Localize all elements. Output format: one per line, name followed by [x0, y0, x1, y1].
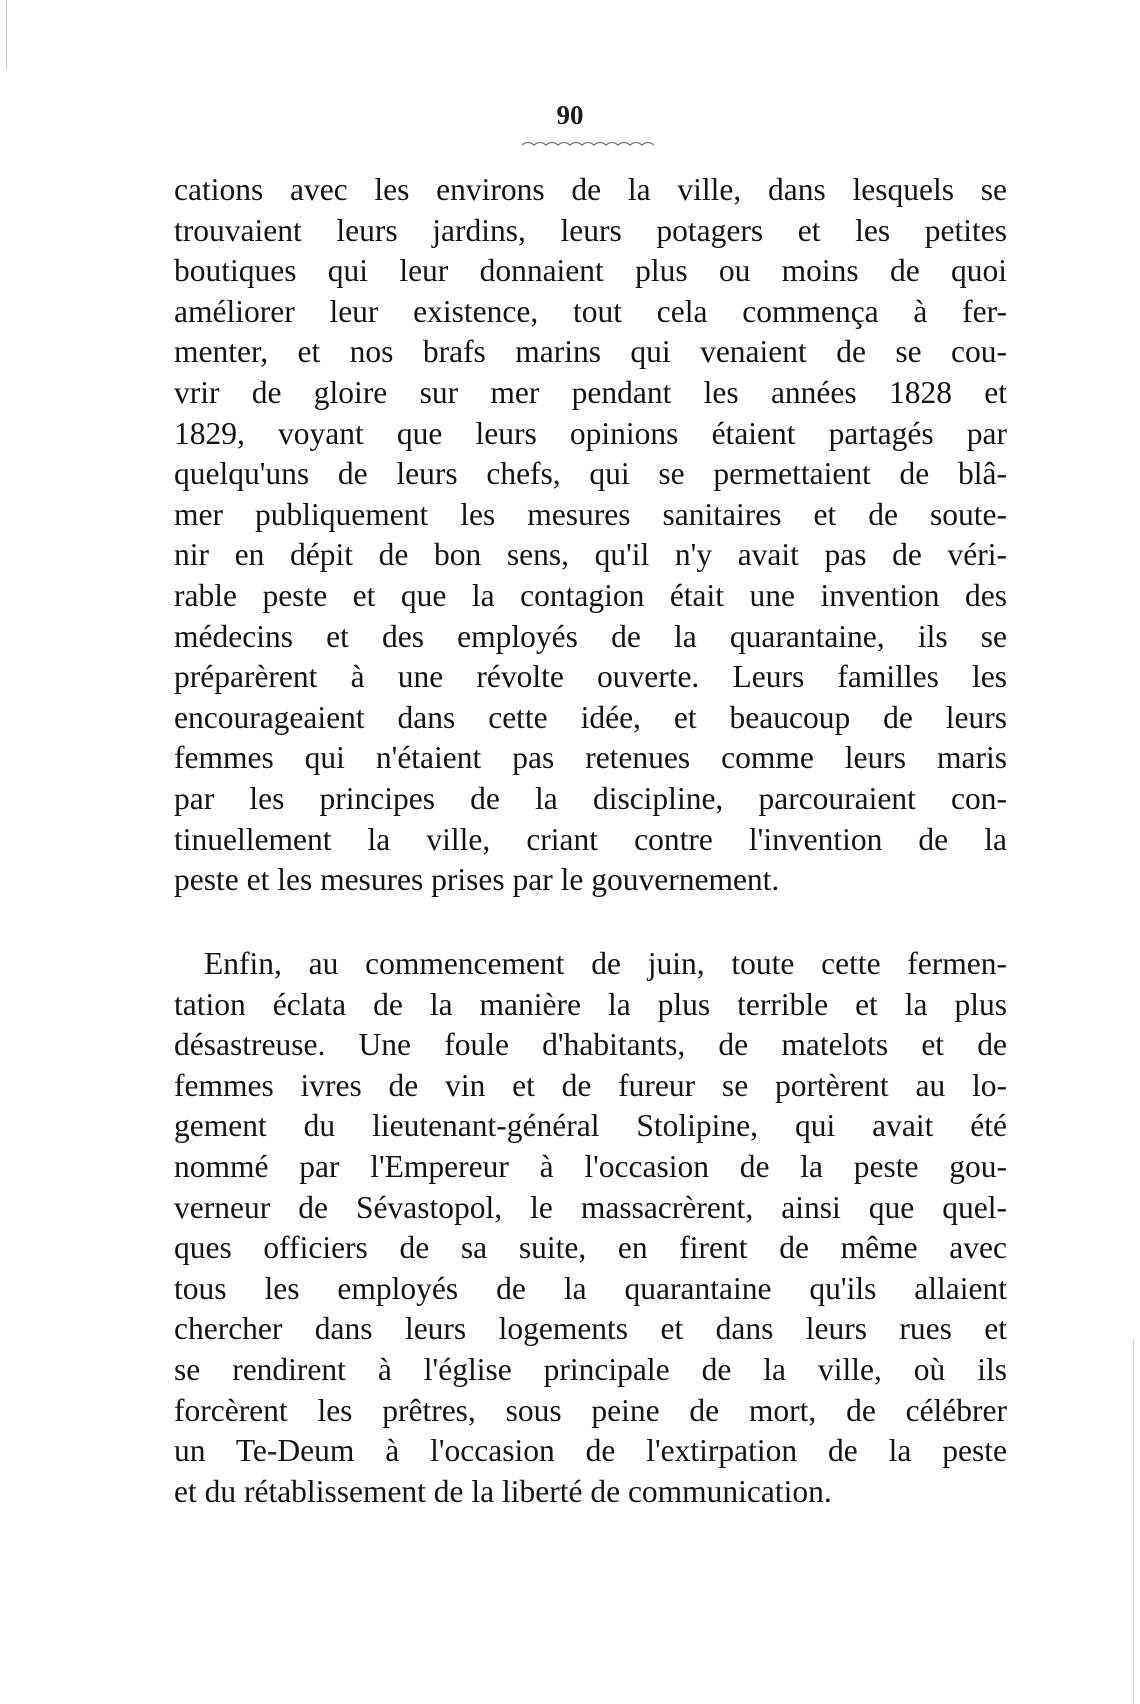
- paragraph-line: 1829, voyant que leurs opinions étaient partagés par: [174, 415, 1007, 451]
- ornament-rule: [520, 139, 660, 147]
- paragraph-line: nommé par l'Empereur à l'occasion de la peste gou-: [174, 1148, 1007, 1184]
- paragraph-line: Enfin, au commencement de juin, toute cette fermen-: [204, 946, 1007, 981]
- paragraph-line: verneur de Sévastopol, le massacrèrent, ainsi que quel-: [174, 1189, 1007, 1225]
- paragraph-line: mer publiquement les mesures sanitaires et de soute-: [174, 496, 1007, 532]
- paragraph-line: tinuellement la ville, criant contre l'invention de la: [174, 821, 1007, 857]
- page-number: 90: [556, 100, 584, 130]
- paragraph-line: femmes ivres de vin et de fureur se portèrent au lo-: [174, 1067, 1007, 1103]
- paragraph-line: nir en dépit de bon sens, qu'il n'y avait pas de véri-: [174, 537, 1007, 573]
- paragraph-line: encourageaient dans cette idée, et beaucoup de leurs: [174, 699, 1007, 735]
- paragraph-line: améliorer leur existence, tout cela commença à fer-: [174, 293, 1007, 329]
- scan-edge-right: [1133, 1340, 1134, 1704]
- paragraph-line: boutiques qui leur donnaient plus ou moins de quoi: [174, 253, 1007, 289]
- paragraph-line: désastreuse. Une foule d'habitants, de matelots et de: [174, 1027, 1007, 1063]
- paragraph-line: tous les employés de la quarantaine qu'ils allaient: [174, 1270, 1007, 1306]
- paragraph-line: un Te-Deum à l'occasion de l'extirpation de la peste: [174, 1433, 1007, 1469]
- paragraph-line: forcèrent les prêtres, sous peine de mort, de célébrer: [174, 1392, 1007, 1428]
- paragraph-line: vrir de gloire sur mer pendant les années 1828 et: [174, 374, 1007, 410]
- paragraph-1: [174, 170, 1007, 901]
- paragraph-line: ques officiers de sa suite, en firent de même avec: [174, 1230, 1007, 1266]
- paragraph-line: cations avec les environs de la ville, dans lesquels se: [174, 172, 1007, 207]
- paragraph-line: quelqu'uns de leurs chefs, qui se permettaient de blâ-: [174, 456, 1007, 492]
- paragraph-line: femmes qui n'étaient pas retenues comme leurs maris: [174, 740, 1007, 776]
- paragraph-line: par les principes de la discipline, parcouraient con-: [174, 780, 1007, 816]
- paragraph-line: médecins et des employés de la quarantaine, ils se: [174, 618, 1007, 654]
- paragraph-line: gement du lieutenant-général Stolipine, qui avait été: [174, 1108, 1007, 1144]
- paragraph-line: et du rétablissement de la liberté de communication.: [174, 1473, 832, 1509]
- paragraph-line: se rendirent à l'église principale de la ville, où ils: [174, 1351, 1007, 1387]
- paragraph-line: menter, et nos brafs marins qui venaient de se cou-: [174, 334, 1007, 370]
- paragraph-line: rable peste et que la contagion était une invention des: [174, 577, 1007, 613]
- paragraph-2: [174, 944, 1007, 1512]
- paragraph-line: préparèrent à une révolte ouverte. Leurs familles les: [174, 659, 1007, 695]
- paragraph-line: trouvaient leurs jardins, leurs potagers et les petites: [174, 212, 1007, 248]
- paragraph-line: tation éclata de la manière la plus terrible et la plus: [174, 986, 1007, 1022]
- paragraph-line: chercher dans leurs logements et dans leurs rues et: [174, 1311, 1007, 1347]
- scan-edge-left: [6, 0, 7, 70]
- paragraph-line: peste et les mesures prises par le gouvernement.: [174, 862, 780, 898]
